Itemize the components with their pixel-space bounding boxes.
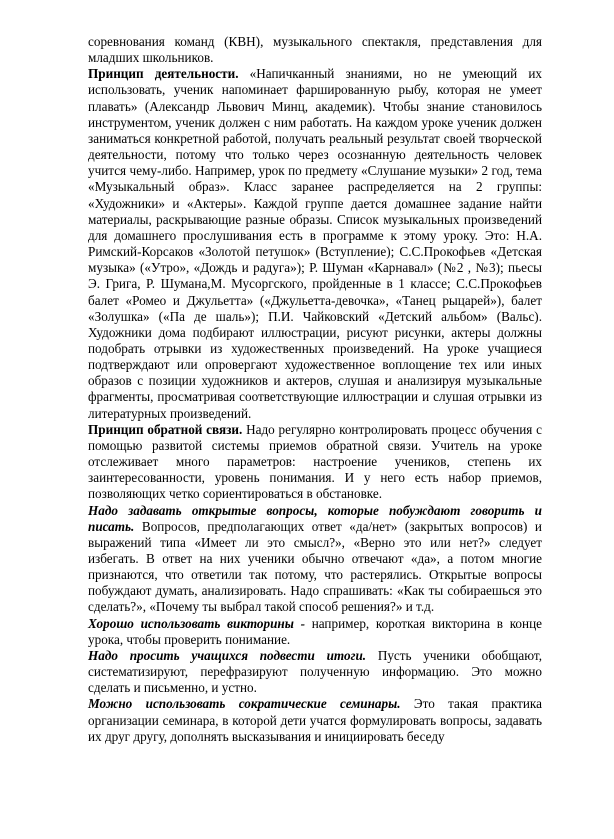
- paragraph-quizzes: [88, 616, 542, 648]
- document-page: [88, 34, 542, 745]
- paragraph-text: например, короткая викторина в конце урока, чтобы проверить понимание.: [88, 615, 542, 647]
- section-heading: Можно использовать сократические семинары.: [88, 696, 401, 712]
- paragraph-intro: [88, 34, 542, 66]
- paragraph-text: «Напичканный знаниями, но не умеющий их использовать, ученик напоминает фаршированную рыбу, которая не умеет плавать» (Александр Львович Минц, академик). Чтобы знание становилось инструментом, ученик должен с ним работать. На каждом уроке ученик должен заниматься конкретной работой, получать реальный результат своей творческой деятельности, потому что только через осознанную деятельность человек учится чему-либо. Например, урок по предмету «Слушание музыки» 2 год, тема «Музыкальный образ». Класс заранее распределяется на 2 группы: «Художники» и «Актеры». Каждой группе дается домашнее задание найти материалы, раскрывающие разные образы. Список музыкальных произведений для домашнего прослушивания есть в программе к этому уроку. Это: Н.А. Римский-Корсаков «Золотой петушок» (Вступление); С.С.Прокофьев «Детская музыка» («Утро», «Дождь и радуга»); Р. Шуман «Карнавал» (№2 , №3); пьесы Э. Грига, Р. Шумана,М. Мусоргского, пройденные в 1 классе; С.С.Прокофьев балет «Ромео и Джульетта» («Джульетта-девочка», «Танец рыцарей»), балет «Золушка» («Па де шаль»); П.И. Чайковский «Детский альбом» (Вальс). Художники дома подбирают иллюстрации, рисуют рисунки, актеры должны подобрать отрывки из художественных произведений. На уроке учащиеся подтверждают или опровергают художественное воплощение тех или иных образов с позиции художников и актеров, слушая и анализируя музыкальные фрагменты, просматривая соответствующие иллюстрации и слушая отрывки из литературных произведений.: [88, 66, 542, 421]
- section-heading: Принцип деятельности.: [88, 66, 239, 82]
- paragraph-text: Пусть ученики обобщают, систематизируют, перефразируют полученную информацию. Это можно сделать и письменно, и устно.: [88, 647, 542, 696]
- paragraph-open-questions: [88, 503, 542, 616]
- paragraph-feedback-principle: [88, 422, 542, 503]
- paragraph-socratic-seminars: [88, 696, 542, 744]
- paragraph-text: соревнования команд (КВН), музыкального спектакля, представления для младших школьников.: [88, 34, 542, 66]
- paragraph-activity-principle: [88, 66, 542, 421]
- paragraph-text: Вопросов, предполагающих ответ «да/нет» (закрытых вопросов) и выражений типа «Имеет ли это смысл?», «Верно это или нет?» следует избегать. В ответ на них ученики обычно отвечают «да», а потом многие признаются, что ответили так потому, что растерялись. Открытые вопросы побуждают думать, анализировать. Надо спрашивать: «Как ты собираешься это сделать?», «Почему ты выбрал такой способ решения?» и т.д.: [88, 518, 542, 615]
- section-heading: Надо задавать открытые вопросы, которые побуждают говорить и писать.: [88, 502, 542, 534]
- paragraph-text: Это такая практика организации семинара, в которой дети учатся формулировать вопросы, задавать их друг другу, дополнять высказывания и инициировать беседу: [88, 696, 542, 744]
- section-heading: Принцип обратной связи.: [88, 421, 243, 437]
- section-heading: Надо просить учащихся подвести итоги.: [88, 647, 367, 663]
- paragraph-summaries: [88, 648, 542, 696]
- section-heading: Хорошо использовать викторины -: [88, 615, 305, 631]
- paragraph-text: Надо регулярно контролировать процесс обучения с помощью развитой системы приемов обратной связи. Учитель на уроке отслеживает много параметров: настроение учеников, степень их заинтересованности, уровень понимания. И у него есть набор приемов, позволяющих четко сориентироваться в обстановке.: [88, 421, 542, 502]
